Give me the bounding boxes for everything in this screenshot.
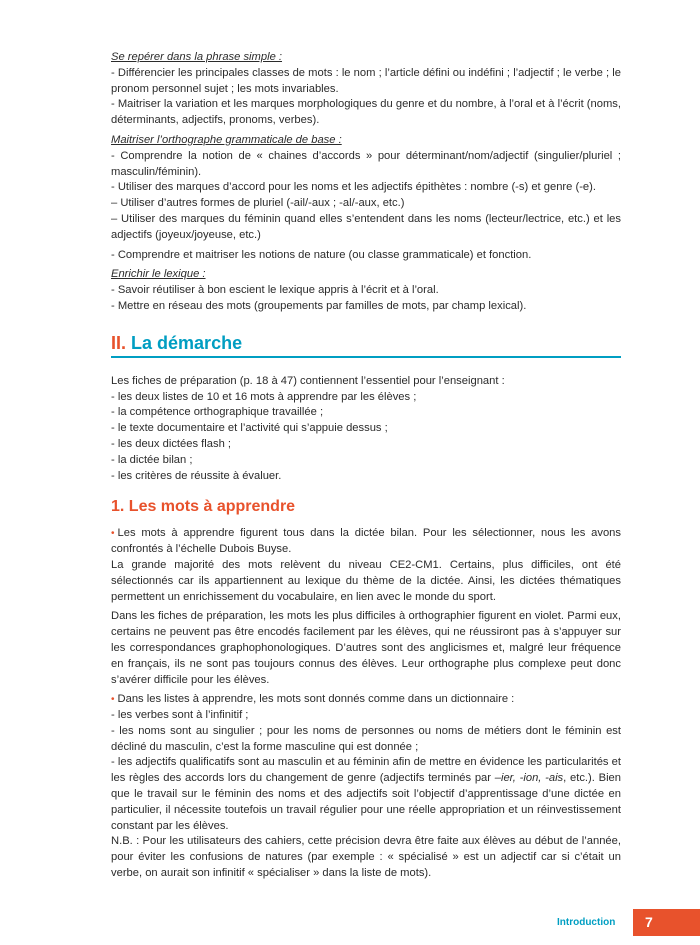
list-item: - les verbes sont à l’infinitif ;	[111, 709, 249, 722]
list-item	[111, 755, 621, 834]
paragraph-text: Les mots à apprendre figurent tous dans la dictée bilan. Pour les sélectionner, nous les avons confrontés à l’échelle Dubois Buyse.	[111, 527, 621, 556]
list-item: - Savoir réutiliser à bon escient le lexique appris à l’écrit et à l’oral.	[111, 284, 439, 297]
section-number: II.	[111, 332, 127, 353]
paragraph	[111, 526, 621, 558]
list-item: - Utiliser des marques d’accord pour les noms et les adjectifs épithètes : nombre (-s) et genre (-e).	[111, 181, 596, 194]
section-intro: Les fiches de préparation (p. 18 à 47) contiennent l’essentiel pour l’enseignant :	[111, 374, 505, 387]
list-item: - Comprendre et maitriser les notions de nature (ou classe grammaticale) et fonction.	[111, 248, 532, 261]
list-item: - les critères de réussite à évaluer.	[111, 469, 282, 482]
subheading-lexique: Enrichir le lexique :	[111, 268, 206, 281]
list-item: - le texte documentaire et l’activité qui s’appuie dessus ;	[111, 422, 388, 435]
subheading-phrase: Se repérer dans la phrase simple :	[111, 51, 283, 63]
paragraph	[111, 692, 621, 708]
footer-label: Introduction	[557, 917, 616, 928]
list-item: - la dictée bilan ;	[111, 453, 193, 466]
paragraph: La grande majorité des mots relèvent du niveau CE2-CM1. Certains, plus difficiles, ont été sélectionnés car ils appartiennent au lexique du thème de la dictée. Ainsi, les dictées thématiques permettent un enrichissement du vocabulaire, en lien avec le monde du sport.	[111, 558, 621, 603]
section-heading-demarche	[111, 331, 621, 358]
list-item: – Utiliser d’autres formes de pluriel (-ail/-aux ; -al/-aux, etc.)	[111, 197, 405, 210]
list-item: - Comprendre la notion de « chaines d’accords » pour déterminant/nom/adjectif (singulier/pluriel ; masculin/féminin).	[111, 149, 621, 178]
list-item: - la compétence orthographique travaillée ;	[111, 406, 324, 419]
nota-bene: N.B. : Pour les utilisateurs des cahiers, cette précision devra être faite aux élèves au début de l’année, pour éviter les confusions de natures (par exemple : « spécialisé » est un adjectif car si c’était un verbe, on aurait son infinitif « spécialiser » dans la liste de mots).	[111, 835, 621, 880]
list-item: - Maitriser la variation et les marques morphologiques du genre et du nombre, à l’oral et à l’écrit (noms, déterminants, adjectifs, pronoms, verbes).	[111, 98, 621, 127]
paragraph-text: Dans les listes à apprendre, les mots sont donnés comme dans un dictionnaire :	[117, 693, 515, 706]
list-item: - les noms sont au singulier ; pour les noms de personnes ou noms de métiers dont le féminin est décliné du masculin, c’est la forme masculine qui est donnée ;	[111, 724, 621, 753]
bullet-icon: •	[111, 528, 115, 540]
page-content	[111, 50, 621, 882]
list-item: - Mettre en réseau des mots (groupements par familles de mots, par champ lexical).	[111, 299, 527, 312]
section-title: La démarche	[131, 332, 243, 353]
page-number: 7	[633, 909, 700, 936]
bullet-icon: •	[111, 694, 115, 706]
list-item: - Différencier les principales classes de mots : le nom ; l’article défini ou indéfini ; l’adjectif ; le verbe ; le pronom personnel sujet ; les mots invariables.	[111, 66, 621, 95]
list-item: – Utiliser des marques du féminin quand elles s’entendent dans les noms (lecteur/lectrice, etc.) et les adjectifs (joyeux/joyeuse, etc.)	[111, 212, 621, 241]
list-item: - les deux dictées flash ;	[111, 437, 232, 450]
paragraph: Dans les fiches de préparation, les mots les plus difficiles à orthographier figurent en violet. Parmi eux, certains ne peuvent pas être encodés facilement par les élèves, qui ne réussiront pas à s’appuyer sur les correspondances graphophonologiques. D’autres sont des anglicismes et, malgré leur fréquence en français, ils ne sont pas toujours connus des élèves. Leur orthographe plus complexe peut donc s’avérer difficile pour les élèves.	[111, 610, 621, 686]
list-item-emphasis: –ier, -ion, -ais	[494, 772, 564, 785]
list-item: - les deux listes de 10 et 16 mots à apprendre par les élèves ;	[111, 390, 417, 403]
subsection-heading: 1. Les mots à apprendre	[111, 498, 296, 516]
list-item-text: - les adjectifs qualificatifs sont au masculin et au féminin afin de mettre en évidence les particularités et les règles des accords lors du changement de genre (adjectifs terminés par	[111, 756, 621, 785]
subheading-orthographe: Maitriser l’orthographe grammaticale de base :	[111, 133, 342, 146]
list-item-text: , etc.). Bien que le travail sur le féminin des noms et des adjectifs soit l’objectif d’apprentissage d’une dictée en particulier, il nécessite toutefois un travail régulier pour une réelle appropriation et un réinvestissement constant par les élèves.	[111, 772, 621, 832]
